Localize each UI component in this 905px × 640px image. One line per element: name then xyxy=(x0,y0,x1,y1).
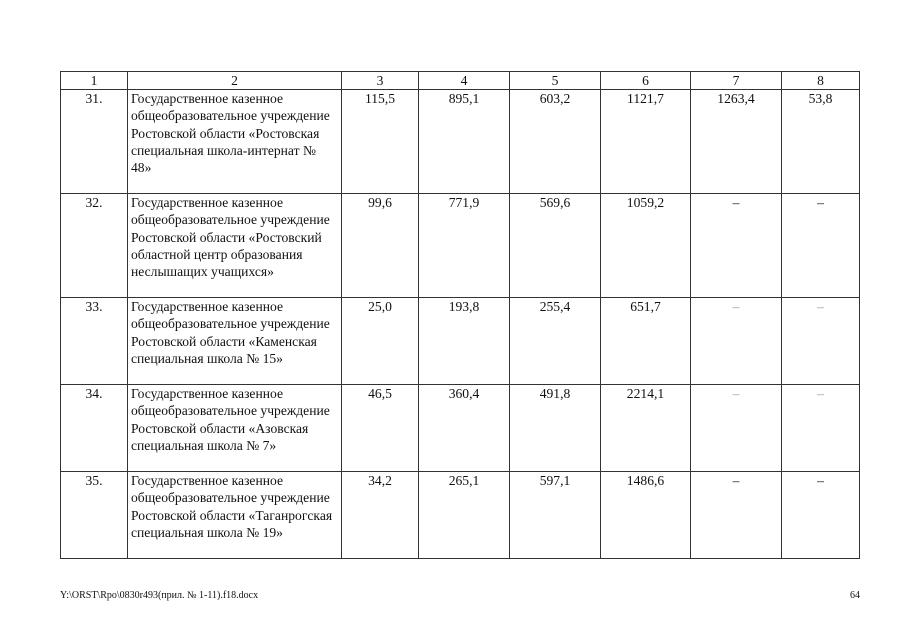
column-header: 1 xyxy=(61,72,128,90)
column-header: 7 xyxy=(691,72,782,90)
table-header-row xyxy=(61,72,860,90)
row-number: 33. xyxy=(61,298,128,385)
value-cell: 193,8 xyxy=(419,298,510,385)
value-cell: 25,0 xyxy=(342,298,419,385)
data-table xyxy=(60,71,860,559)
value-cell: 603,2 xyxy=(510,90,601,194)
table-row xyxy=(61,90,860,194)
value-cell: 895,1 xyxy=(419,90,510,194)
row-number: 31. xyxy=(61,90,128,194)
value-cell: 53,8 xyxy=(782,90,860,194)
value-cell: 255,4 xyxy=(510,298,601,385)
value-cell: 265,1 xyxy=(419,472,510,559)
document-file-path: Y:\ORST\Rpo\0830r493(прил. № 1-11).f18.docx xyxy=(60,590,259,601)
table-row xyxy=(61,298,860,385)
value-cell: 569,6 xyxy=(510,194,601,298)
column-header: 5 xyxy=(510,72,601,90)
value-cell: – xyxy=(691,472,782,559)
column-header: 2 xyxy=(128,72,342,90)
row-number: 32. xyxy=(61,194,128,298)
column-header: 3 xyxy=(342,72,419,90)
value-cell: 597,1 xyxy=(510,472,601,559)
page-number: 64 xyxy=(850,590,860,601)
value-cell: 1059,2 xyxy=(601,194,691,298)
column-header: 6 xyxy=(601,72,691,90)
value-cell: – xyxy=(691,298,782,385)
column-header: 8 xyxy=(782,72,860,90)
value-cell: 2214,1 xyxy=(601,385,691,472)
value-cell: – xyxy=(691,385,782,472)
value-cell: 34,2 xyxy=(342,472,419,559)
value-cell: 1486,6 xyxy=(601,472,691,559)
value-cell: – xyxy=(782,194,860,298)
value-cell: 1263,4 xyxy=(691,90,782,194)
institution-name: Государственное казенное общеобразовательное учреждение Ростовской области «Таганрогская специальная школа № 19» xyxy=(128,472,342,559)
row-number: 35. xyxy=(61,472,128,559)
institution-name: Государственное казенное общеобразовательное учреждение Ростовской области «Каменская специальная школа № 15» xyxy=(128,298,342,385)
institution-name: Государственное казенное общеобразовательное учреждение Ростовской области «Азовская специальная школа № 7» xyxy=(128,385,342,472)
value-cell: – xyxy=(782,472,860,559)
value-cell: 771,9 xyxy=(419,194,510,298)
value-cell: 491,8 xyxy=(510,385,601,472)
institution-name: Государственное казенное общеобразовательное учреждение Ростовской области «Ростовский областной центр образования неслышащих учащихся» xyxy=(128,194,342,298)
table-row xyxy=(61,194,860,298)
value-cell: 360,4 xyxy=(419,385,510,472)
value-cell: 46,5 xyxy=(342,385,419,472)
value-cell: – xyxy=(782,298,860,385)
institution-name: Государственное казенное общеобразовательное учреждение Ростовской области «Ростовская специальная школа-интернат № 48» xyxy=(128,90,342,194)
value-cell: 1121,7 xyxy=(601,90,691,194)
value-cell: – xyxy=(691,194,782,298)
value-cell: 99,6 xyxy=(342,194,419,298)
value-cell: 115,5 xyxy=(342,90,419,194)
value-cell: 651,7 xyxy=(601,298,691,385)
value-cell: – xyxy=(782,385,860,472)
row-number: 34. xyxy=(61,385,128,472)
table-row xyxy=(61,472,860,559)
column-header: 4 xyxy=(419,72,510,90)
table-row xyxy=(61,385,860,472)
